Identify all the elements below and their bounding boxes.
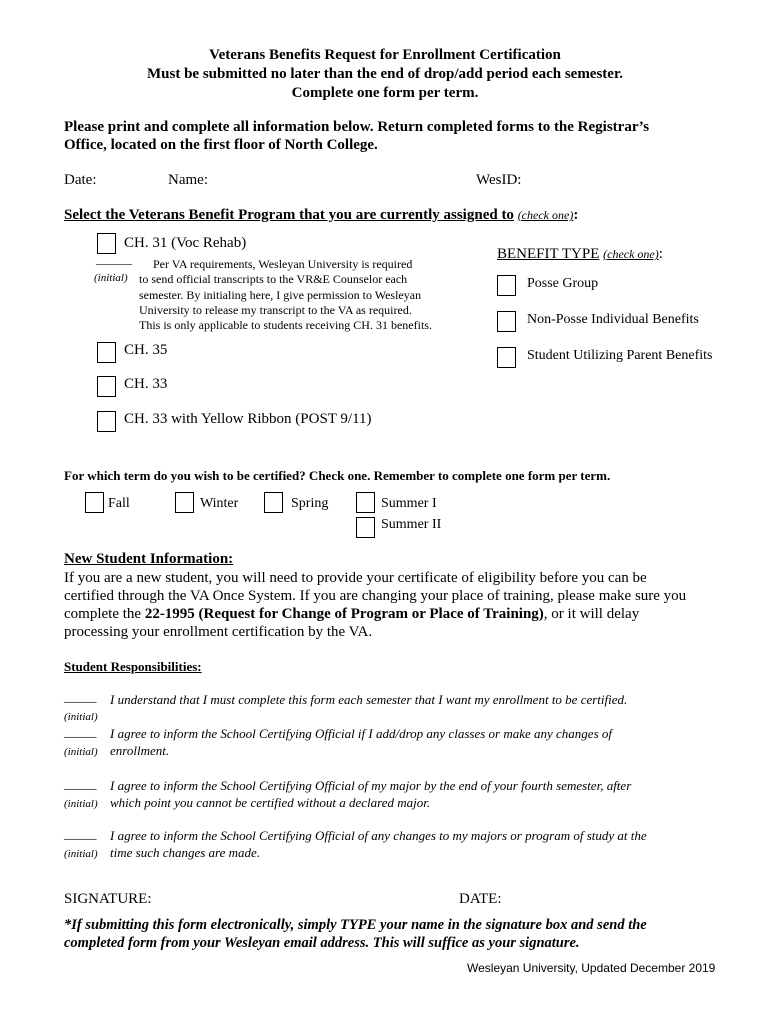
submission-deadline: Must be submitted no later than the end of drop/add period each semester. [147, 66, 623, 82]
resp-4-blank[interactable]: _____ [64, 826, 97, 841]
benefit-type-colon: : [658, 246, 663, 262]
electronic-signature-note-2: completed form from your Wesleyan email address. This will suffice as your signature. [64, 935, 580, 951]
resp-1-initial: (initial) [64, 711, 98, 723]
resp-3-line-1: I agree to inform the School Certifying Official of my major by the end of your fourth semester, after [110, 778, 632, 793]
ch31-note-line-5: This is only applicable to students receiving CH. 31 benefits. [139, 318, 432, 332]
parent-benefits-label: Student Utilizing Parent Benefits [527, 348, 713, 363]
new-student-line-3c: , or it will delay [543, 606, 640, 622]
benefit-type-hint: (check one) [603, 247, 659, 261]
resp-4-line-1: I agree to inform the School Certifying Official of any changes to my majors or program of study at the [110, 828, 647, 843]
program-heading-text: Select the Veterans Benefit Program that you are currently assigned to [64, 207, 514, 223]
ch35-label: CH. 35 [124, 342, 168, 358]
ch33-yellow-ribbon-label: CH. 33 with Yellow Ribbon (POST 9/11) [124, 411, 372, 427]
resp-2-line-2: enrollment. [110, 743, 170, 758]
resp-2-initial: (initial) [64, 746, 98, 758]
ch33-label: CH. 33 [124, 376, 168, 392]
ch31-initial-label: (initial) [94, 272, 128, 284]
name-field-label: Name: [168, 172, 208, 188]
checkbox-winter[interactable] [175, 492, 194, 513]
responsibilities-heading: Student Responsibilities: [64, 659, 202, 674]
new-student-heading: New Student Information: [64, 551, 234, 567]
new-student-line-1: If you are a new student, you will need to provide your certificate of eligibility before you can be [64, 570, 647, 586]
checkbox-spring[interactable] [264, 492, 283, 513]
resp-3-initial: (initial) [64, 798, 98, 810]
benefit-type-heading [497, 246, 663, 263]
new-student-line-3a: complete the [64, 606, 145, 622]
resp-4-initial: (initial) [64, 848, 98, 860]
resp-1-blank[interactable]: _____ [64, 689, 97, 704]
program-heading [64, 207, 578, 224]
one-form-note: Complete one form per term. [291, 85, 479, 101]
electronic-signature-note-1: *If submitting this form electronically, simply TYPE your name in the signature box and send the [64, 917, 647, 933]
program-heading-hint: (check one) [517, 208, 574, 222]
resp-2-blank[interactable]: _____ [64, 724, 97, 739]
new-student-line-3 [64, 606, 639, 623]
resp-1-line-1: I understand that I must complete this form each semester that I want my enrollment to be certified. [110, 692, 628, 707]
signature-date-label: DATE: [459, 891, 502, 907]
non-posse-label: Non-Posse Individual Benefits [527, 312, 699, 327]
ch31-initial-blank[interactable]: ______ [96, 252, 132, 266]
spring-label: Spring [291, 496, 329, 511]
checkbox-ch33[interactable] [97, 376, 116, 397]
summer-2-label: Summer II [381, 517, 442, 532]
signature-label: SIGNATURE: [64, 891, 152, 907]
new-student-line-2: certified through the VA Once System. If you are changing your place of training, please make sure you [64, 588, 687, 604]
form-title: Veterans Benefits Request for Enrollment Certification [209, 47, 561, 63]
program-heading-colon: : [573, 207, 579, 223]
winter-label: Winter [200, 496, 239, 511]
checkbox-ch31[interactable] [97, 233, 116, 254]
resp-3-line-2: which point you cannot be certified without a declared major. [110, 795, 431, 810]
checkbox-fall[interactable] [85, 492, 104, 513]
checkbox-summer-1[interactable] [356, 492, 375, 513]
checkbox-non-posse[interactable] [497, 311, 516, 332]
benefit-type-heading-text: BENEFIT TYPE [497, 246, 600, 262]
ch31-label: CH. 31 (Voc Rehab) [124, 235, 247, 251]
intro-line-1: Please print and complete all information below. Return completed forms to the Registrar’s [64, 119, 650, 135]
ch31-note-line-1: Per VA requirements, Wesleyan University is required [153, 257, 413, 271]
term-question: For which term do you wish to be certified? Check one. Remember to complete one form per term. [64, 468, 611, 483]
checkbox-parent-benefits[interactable] [497, 347, 516, 368]
resp-3-blank[interactable]: _____ [64, 776, 97, 791]
checkbox-posse-group[interactable] [497, 275, 516, 296]
ch31-note-line-3: semester. By initialing here, I give permission to Wesleyan [139, 288, 422, 302]
footer-updated: Wesleyan University, Updated December 2019 [467, 961, 716, 975]
posse-group-label: Posse Group [527, 276, 599, 291]
ch31-note-line-2: to send official transcripts to the VR&E Counselor each [139, 272, 408, 286]
checkbox-summer-2[interactable] [356, 517, 375, 538]
summer-1-label: Summer I [381, 496, 437, 511]
form-22-1995-reference: 22-1995 (Request for Change of Program or Place of Training) [144, 606, 544, 622]
resp-2-line-1: I agree to inform the School Certifying Official if I add/drop any classes or make any changes of [110, 726, 612, 741]
checkbox-ch35[interactable] [97, 342, 116, 363]
resp-4-line-2: time such changes are made. [110, 845, 261, 860]
new-student-line-4: processing your enrollment certification by the VA. [64, 624, 373, 640]
checkbox-ch33-yellow-ribbon[interactable] [97, 411, 116, 432]
ch31-note-line-4: University to release my transcript to the VA as required. [139, 303, 412, 317]
wesid-field-label: WesID: [476, 172, 522, 188]
intro-line-2: Office, located on the first floor of North College. [64, 137, 378, 153]
date-field-label: Date: [64, 172, 97, 188]
fall-label: Fall [108, 496, 130, 511]
